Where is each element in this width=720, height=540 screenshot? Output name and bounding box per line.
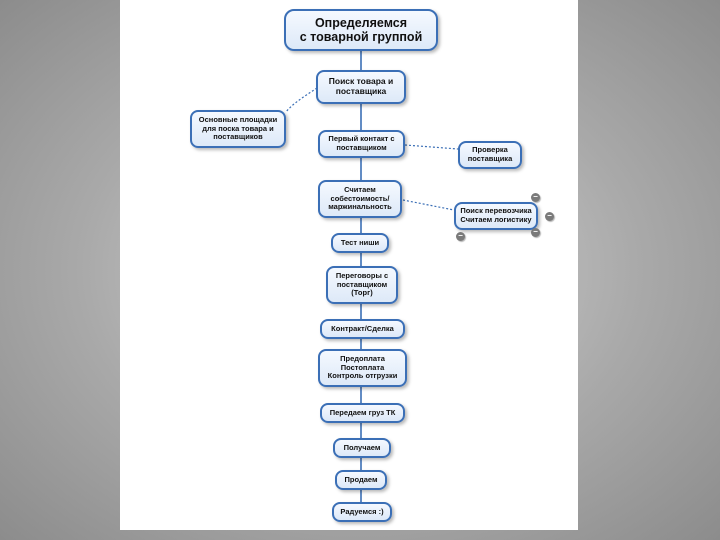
node-receive[interactable]: Получаем xyxy=(333,438,391,458)
connector-logistics xyxy=(403,200,454,210)
connector-platforms xyxy=(286,88,317,112)
connector-check xyxy=(405,145,458,149)
node-platforms[interactable]: Основные площадки для поска товара и поставщиков xyxy=(190,110,286,148)
node-logistics[interactable]: Поиск перевозчика Считаем логистику xyxy=(454,202,538,230)
slide-canvas xyxy=(120,0,578,530)
node-cost-margin[interactable]: Считаем собестоимость/ маржинальность xyxy=(318,180,402,218)
collapse-control-right[interactable]: − xyxy=(545,212,554,221)
node-transfer-cargo[interactable]: Передаем груз ТК xyxy=(320,403,405,423)
node-contract[interactable]: Контракт/Сделка xyxy=(320,319,405,339)
node-supplier-check[interactable]: Проверка поставщика xyxy=(458,141,522,169)
node-sell[interactable]: Продаем xyxy=(335,470,387,490)
node-payment-control[interactable]: Предоплата Постоплата Контроль отгрузки xyxy=(318,349,407,387)
node-search-goods[interactable]: Поиск товара и поставщика xyxy=(316,70,406,104)
node-root[interactable]: Определяемся с товарной группой xyxy=(284,9,438,51)
collapse-control-bottom-right[interactable]: − xyxy=(531,228,540,237)
collapse-control-bottom-left[interactable]: − xyxy=(456,232,465,241)
node-niche-test[interactable]: Тест ниши xyxy=(331,233,389,253)
node-rejoice[interactable]: Радуемся :) xyxy=(332,502,392,522)
node-first-contact[interactable]: Первый контакт с поставщиком xyxy=(318,130,405,158)
collapse-control-top[interactable]: − xyxy=(531,193,540,202)
node-negotiations[interactable]: Переговоры с поставщиком (Торг) xyxy=(326,266,398,304)
